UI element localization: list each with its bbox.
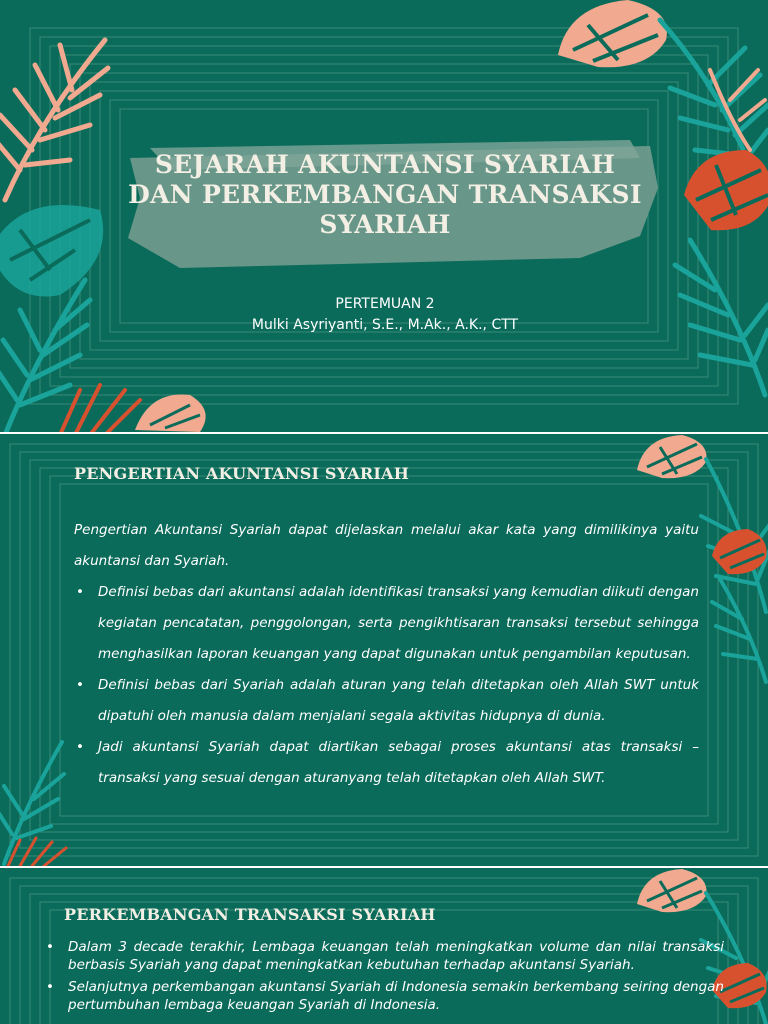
leaf-cluster-bottom-icon: [40, 370, 220, 432]
presentation-title: SEJARAH AKUNTANSI SYARIAH DAN PERKEMBANGAN TRANSAKSI SYARIAH: [128, 150, 642, 239]
bullet-text: Definisi bebas dari akuntansi adalah identifikasi transaksi yang kemudian diikuti dengan kegiatan pencatatan, penggolongan, serta pengikhtisaran transaksi tersebut sehingga menghasilkan laporan keuangan yang dapat digunakan untuk pengambilan keputusan.: [98, 584, 699, 662]
bullet-text: Jadi akuntansi Syariah dapat diartikan sebagai proses akuntansi atas transaksi – transaksi yang sesuai dengan aturanyang telah ditetapkan oleh Allah SWT.: [98, 739, 699, 786]
bullet-dot: •: [76, 584, 84, 600]
bullet-dot: •: [46, 979, 54, 995]
section-heading: PENGERTIAN AKUNTANSI SYARIAH: [74, 464, 410, 483]
development-body: [44, 938, 724, 1014]
subtitle-block: [120, 294, 650, 336]
bullet-text: Selanjutnya perkembangan akuntansi Syariah di Indonesia semakin berkembang seiring dengan pertumbuhan lembaga keuangan Syariah di Indonesia.: [68, 979, 724, 1013]
bullet-item: [44, 938, 724, 974]
section-heading: PERKEMBANGAN TRANSAKSI SYARIAH: [64, 905, 436, 924]
slide-development: [0, 868, 768, 1024]
bullet-text: Dalam 3 decade terakhir, Lembaga keuangan telah meningkatkan volume dan nilai transaksi berbasis Syariah yang dapat meningkatkan kebutuhan terhadap akuntansi Syariah.: [68, 939, 724, 973]
monstera-leaf-red-icon: [708, 526, 768, 578]
intro-paragraph: Pengertian Akuntansi Syariah dapat dijelaskan melalui akar kata yang dimilikinya yaitu akuntansi dan Syariah.: [74, 522, 699, 569]
author-name: Mulki Asyriyanti, S.E., M.Ak., A.K., CTT: [251, 317, 519, 333]
bullet-dot: •: [46, 939, 54, 955]
bullet-item: [44, 978, 724, 1014]
leaf-cluster-bottom-icon: [0, 832, 70, 866]
definition-bullet-list: [74, 577, 699, 794]
bullet-dot: •: [76, 739, 84, 755]
meeting-label: PERTEMUAN 2: [335, 296, 435, 312]
palm-leaf-teal-right-icon: [708, 574, 768, 684]
bullet-item: [74, 577, 699, 670]
slide-definition: [0, 434, 768, 866]
bullet-text: Definisi bebas dari Syariah adalah aturan yang telah ditetapkan oleh Allah SWT untuk dipatuhi oleh manusia dalam menjalani segala aktivitas hidupnya di dunia.: [98, 677, 699, 724]
definition-body: [74, 515, 699, 794]
development-bullet-list: [44, 938, 724, 1014]
palm-leaf-peach-icon: [0, 20, 120, 210]
bullet-dot: •: [76, 677, 84, 693]
bullet-item: [74, 670, 699, 732]
palm-leaf-teal-right-icon: [670, 230, 768, 400]
monstera-leaf-red-icon: [676, 145, 768, 235]
slide-title: [0, 0, 768, 432]
bullet-item: [74, 732, 699, 794]
